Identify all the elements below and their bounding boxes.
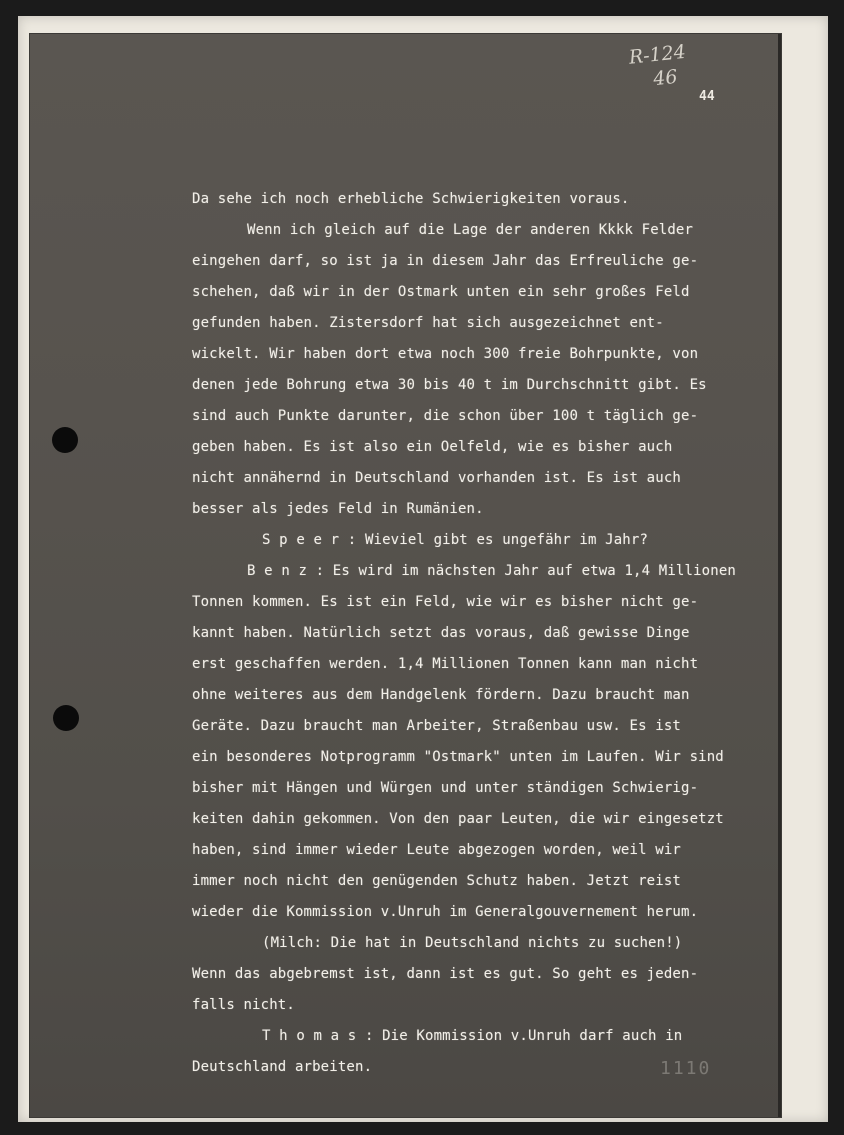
archive-mark-line: 46 (652, 65, 679, 91)
text-line: ohne weiteres aus dem Handgelenk fördern. Dazu braucht man (192, 687, 690, 703)
text-line: haben, sind immer wieder Leute abgezogen worden, weil wir (192, 842, 681, 858)
text-line: Da sehe ich noch erhebliche Schwierigkeiten voraus. (192, 191, 630, 207)
handwritten-archive-mark (628, 38, 703, 93)
punch-hole-upper (52, 427, 78, 453)
text-line: geben haben. Es ist also ein Oelfeld, wie es bisher auch (192, 439, 673, 455)
text-line: wieder die Kommission v.Unruh im Generalgouvernement herum. (192, 904, 699, 920)
text-line: schehen, daß wir in der Ostmark unten ein sehr großes Feld (192, 284, 690, 300)
stamped-page-number: 1110 (660, 1058, 712, 1079)
text-line: Wenn ich gleich auf die Lage der anderen Kkkk Felder (247, 222, 694, 238)
archive-mark-line: R-124 (627, 40, 687, 69)
text-line: wickelt. Wir haben dort etwa noch 300 freie Bohrpunkte, von (192, 346, 699, 362)
speaker-line-benz: B e n z : Es wird im nächsten Jahr auf etwa 1,4 Millionen (247, 563, 736, 579)
text-line: kannt haben. Natürlich setzt das voraus, daß gewisse Dinge (192, 625, 690, 641)
text-line: sind auch Punkte darunter, die schon über 100 t täglich ge- (192, 408, 699, 424)
text-line: gefunden haben. Zistersdorf hat sich ausgezeichnet ent- (192, 315, 664, 331)
text-line: falls nicht. (192, 997, 295, 1013)
interjection-line-milch: (Milch: Die hat in Deutschland nichts zu suchen!) (262, 935, 683, 951)
text-line: Tonnen kommen. Es ist ein Feld, wie wir es bisher nicht ge- (192, 594, 699, 610)
speaker-line-speer: S p e e r : Wieviel gibt es ungefähr im Jahr? (262, 532, 649, 548)
text-line: Deutschland arbeiten. (192, 1059, 373, 1075)
text-line: Wenn das abgebremst ist, dann ist es gut. So geht es jeden- (192, 966, 699, 982)
text-line: eingehen darf, so ist ja in diesem Jahr das Erfreuliche ge- (192, 253, 699, 269)
text-line: ein besonderes Notprogramm "Ostmark" unten im Laufen. Wir sind (192, 749, 724, 765)
text-line: Geräte. Dazu braucht man Arbeiter, Straßenbau usw. Es ist (192, 718, 681, 734)
typed-text-body (192, 188, 792, 1087)
text-line: bisher mit Hängen und Würgen und unter ständigen Schwierig- (192, 780, 699, 796)
page-number: 44 (699, 89, 715, 104)
text-line: besser als jedes Feld in Rumänien. (192, 501, 484, 517)
text-line: denen jede Bohrung etwa 30 bis 40 t im Durchschnitt gibt. Es (192, 377, 707, 393)
text-line: immer noch nicht den genügenden Schutz haben. Jetzt reist (192, 873, 681, 889)
text-line: erst geschaffen werden. 1,4 Millionen Tonnen kann man nicht (192, 656, 699, 672)
punch-hole-lower (53, 705, 79, 731)
text-line: keiten dahin gekommen. Von den paar Leuten, die wir eingesetzt (192, 811, 724, 827)
speaker-line-thomas: T h o m a s : Die Kommission v.Unruh darf auch in (262, 1028, 683, 1044)
text-line: nicht annähernd in Deutschland vorhanden ist. Es ist auch (192, 470, 681, 486)
